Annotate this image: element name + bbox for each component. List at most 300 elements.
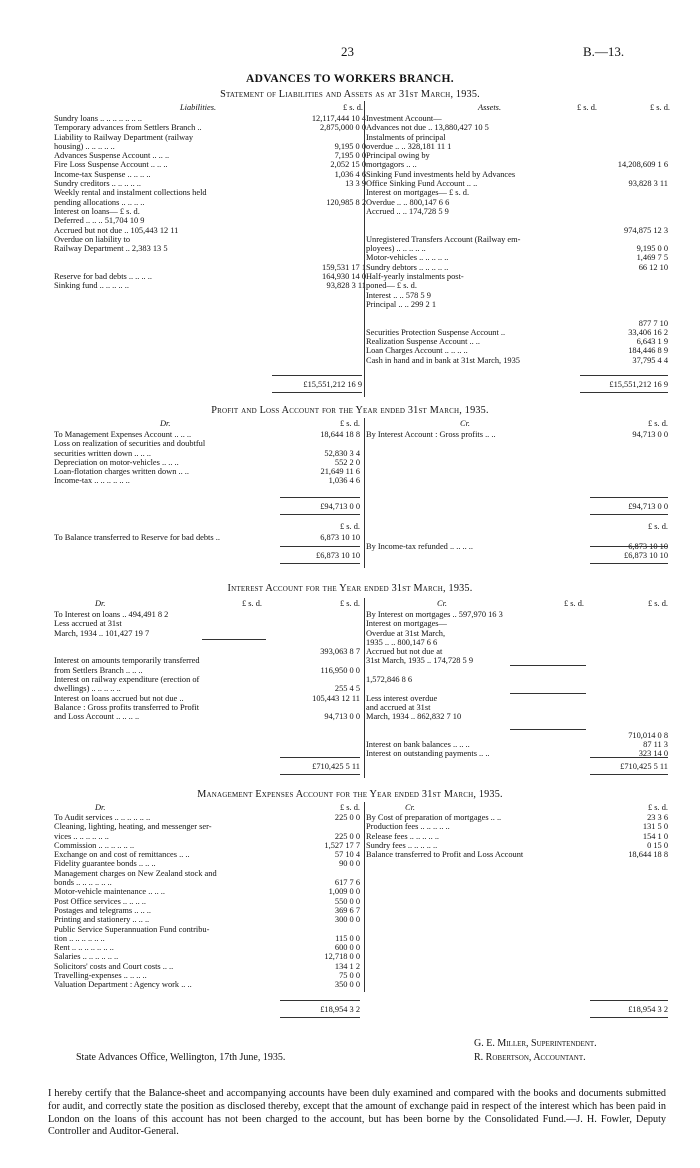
ledger-row xyxy=(54,869,360,878)
ledger-row-label: Management charges on New Zealand stock and xyxy=(54,868,217,878)
ledger-row xyxy=(54,216,366,225)
ledger-row-amount: 550 0 0 xyxy=(334,896,360,906)
ledger-row xyxy=(366,610,668,619)
management-total-underline-right xyxy=(590,1017,668,1018)
ledger-row-label: Depreciation on motor-vehicles .. .. .. xyxy=(54,457,179,467)
ledger-row xyxy=(54,647,360,656)
ledger-row-label: Fidelity guarantee bonds .. .. .. xyxy=(54,859,156,869)
ledger-row-amount: 710,014 0 8 xyxy=(628,730,668,740)
ledger-row xyxy=(54,915,360,924)
ledger-row-label: Accrued but not due .. 105,443 12 11 xyxy=(54,225,179,235)
ledger-row-label: To Interest on loans .. 494,491 8 2 xyxy=(54,610,169,619)
ledger-row xyxy=(54,962,360,971)
ledger-row-amount: 75 0 0 xyxy=(339,971,360,981)
ledger-row-label: Exchange on and cost of remittances .. .. xyxy=(54,850,190,860)
management-expenses-heading: Management Expenses Account for the Year ended 31st March, 1935. xyxy=(197,789,503,800)
ledger-row xyxy=(366,188,668,197)
ledger-row-amount: 2,875,000 0 0 xyxy=(319,123,366,133)
ledger-row xyxy=(54,934,360,943)
ledger-row xyxy=(366,337,668,346)
ledger-row-amount: 93,828 3 11 xyxy=(628,179,668,189)
management-divider xyxy=(364,802,365,992)
pl-tax-refund-label: By Income-tax refunded .. .. .. .. xyxy=(366,542,473,552)
balance-sheet-divider xyxy=(364,101,365,397)
ledger-row-amount: 57 10 4 xyxy=(334,850,360,860)
ledger-row xyxy=(54,244,366,253)
ledger-row-amount: 7,195 0 0 xyxy=(334,151,366,161)
ledger-row-label: Principal .. .. 299 2 1 xyxy=(366,299,437,309)
ledger-row xyxy=(366,619,668,628)
ledger-row-amount: 552 2 0 xyxy=(334,457,360,467)
ledger-row-label: Production fees .. .. .. .. .. xyxy=(366,822,450,832)
liabilities-total-underline xyxy=(272,392,362,393)
pl-total-underline-left xyxy=(280,514,360,515)
ledger-row-label: Sundry loans .. .. .. .. .. .. .. xyxy=(54,114,142,123)
pl-total2-right: £6,873 10 10 xyxy=(624,551,668,560)
ledger-row xyxy=(366,226,668,235)
ledger-row-amount: 617 7 6 xyxy=(334,878,360,888)
ledger-row-label: Half-yearly instalments post- xyxy=(366,272,464,282)
ledger-row-label: and Loss Account .. .. .. .. xyxy=(54,712,140,722)
ledger-row xyxy=(54,610,360,619)
ledger-row xyxy=(54,813,360,822)
pl-total2-underline-right xyxy=(590,563,668,564)
ledger-row xyxy=(54,151,366,160)
ledger-row xyxy=(366,666,668,675)
ledger-row-label: Unregistered Transfers Account (Railway em- xyxy=(366,234,521,244)
ledger-row xyxy=(54,887,360,896)
ledger-row-label: 31st March, 1935 .. 174,728 5 9 xyxy=(366,656,474,666)
interest-dr-cols-a: £ s. d. xyxy=(241,599,262,608)
ledger-row-label: Interest on mortgages— xyxy=(366,619,447,629)
ledger-row-label: pending allocations .. .. .. .. xyxy=(54,197,145,207)
ledger-row xyxy=(54,123,366,132)
interest-total-underline-right xyxy=(590,774,668,775)
ledger-row-amount: 13 3 9 xyxy=(345,179,366,189)
ledger-row-amount: 2,052 15 0 xyxy=(330,160,366,170)
ledger-row-amount: 116,950 0 0 xyxy=(320,665,360,675)
management-debits xyxy=(54,813,360,990)
ledger-row-label: Overdue .. .. 800,147 6 6 xyxy=(366,197,450,207)
pl-total2-underline-left xyxy=(280,563,360,564)
ledger-row-label: Interest on outstanding payments .. .. xyxy=(366,749,490,759)
ledger-row-label: Income-tax .. .. .. .. .. .. xyxy=(54,476,130,486)
liabilities-total-rule xyxy=(272,375,362,376)
ledger-row-label: Sundry debtors .. .. .. .. .. xyxy=(366,262,449,272)
ledger-row-label: Post Office services .. .. .. .. xyxy=(54,896,146,906)
paper-reference: B.—13. xyxy=(583,44,625,59)
ledger-row xyxy=(366,300,668,309)
management-cr-cols: £ s. d. xyxy=(647,803,668,812)
ledger-row xyxy=(54,439,360,448)
ledger-row-amount: 1,527 17 7 xyxy=(324,840,360,850)
ledger-row xyxy=(54,943,360,952)
ledger-row xyxy=(366,198,668,207)
ledger-row-amount: 164,930 14 0 xyxy=(322,272,366,282)
ledger-row xyxy=(54,430,360,439)
profit-loss-divider xyxy=(364,418,365,568)
ledger-row xyxy=(366,832,668,841)
ledger-row-amount: 1,009 0 0 xyxy=(328,887,360,897)
ledger-row-label: Interest on amounts temporarily transferred xyxy=(54,656,200,666)
ledger-row xyxy=(366,694,668,703)
pl-total2-left: £6,873 10 10 xyxy=(316,551,360,560)
pl-cols-2-right: £ s. d. xyxy=(647,522,668,531)
ledger-row xyxy=(54,694,360,703)
ledger-row xyxy=(366,356,668,365)
ledger-row xyxy=(54,878,360,887)
ledger-row xyxy=(54,160,366,169)
liabilities-list xyxy=(54,114,366,291)
ledger-row-amount: 877 7 10 xyxy=(638,318,668,328)
assets-total-rule xyxy=(580,375,668,376)
ledger-row-label: Motor-vehicles .. .. .. .. .. xyxy=(366,253,449,263)
management-cr: Cr. xyxy=(405,803,416,812)
ledger-row-amount: 225 0 0 xyxy=(334,813,360,822)
ledger-row-amount: 184,446 8 9 xyxy=(628,346,668,356)
ledger-row-label: from Settlers Branch .. .. .. xyxy=(54,665,143,675)
ledger-row-amount: 0 15 0 xyxy=(647,840,668,850)
ledger-row xyxy=(54,675,360,684)
ledger-row xyxy=(54,272,366,281)
ledger-row xyxy=(366,430,668,439)
ledger-row xyxy=(54,684,360,693)
pl-cols-2-left: £ s. d. xyxy=(339,522,360,531)
ledger-row-label: Interest on loans— £ s. d. xyxy=(54,206,140,216)
profit-loss-dr: Dr. xyxy=(160,419,171,428)
ledger-row-amount: 94,713 0 0 xyxy=(632,430,668,439)
ledger-row-amount: 225 0 0 xyxy=(334,831,360,841)
liabilities-heading: Liabilities. xyxy=(180,103,217,112)
ledger-row xyxy=(54,281,366,290)
ledger-row-amount: 37,795 4 4 xyxy=(632,355,668,365)
pl-total2-rule-right xyxy=(590,546,668,547)
ledger-row-label: Investment Account— xyxy=(366,114,442,123)
ledger-row xyxy=(54,971,360,980)
ledger-row xyxy=(54,619,360,628)
ledger-row-label: Realization Suspense Account .. .. xyxy=(366,337,480,347)
ledger-row xyxy=(54,179,366,188)
ledger-row xyxy=(366,309,668,318)
ledger-row xyxy=(54,822,360,831)
ledger-row-label: Railway Department .. 2,383 13 5 xyxy=(54,244,168,254)
ledger-row-amount: 115 0 0 xyxy=(335,933,360,943)
liabilities-column-heads: £ s. d. xyxy=(342,103,363,112)
ledger-row-label: March, 1934 .. 862,832 7 10 xyxy=(366,712,462,722)
ledger-row-amount: 33,406 16 2 xyxy=(628,327,668,337)
ledger-row-amount: 159,531 17 1 xyxy=(322,262,366,272)
ledger-row-label: Sundry fees .. .. .. .. .. xyxy=(366,840,438,850)
assets-total: £15,551,212 16 9 xyxy=(609,380,668,389)
ledger-row-label: Loan-flotation charges written down .. .. xyxy=(54,467,189,477)
ledger-row-amount: 9,195 0 0 xyxy=(636,244,668,254)
ledger-row xyxy=(54,952,360,961)
ledger-row xyxy=(54,114,366,123)
ledger-row xyxy=(366,346,668,355)
ledger-row-label: Cleaning, lighting, heating, and messenger ser- xyxy=(54,822,212,832)
profit-loss-debits xyxy=(54,430,360,486)
ledger-row xyxy=(54,980,360,989)
ledger-row xyxy=(366,712,668,721)
ledger-row-label: Salaries .. .. .. .. .. .. xyxy=(54,952,119,962)
ledger-row xyxy=(366,740,668,749)
ledger-row-label: Release fees .. .. .. .. .. xyxy=(366,831,440,841)
ledger-row-label: Deferred .. .. .. 51,704 10 9 xyxy=(54,216,145,226)
interest-total-rule-right xyxy=(590,757,668,758)
ledger-row-label: Advances not due .. 13,880,427 10 5 xyxy=(366,123,489,133)
ledger-row-label: Balance transferred to Profit and Loss Account xyxy=(366,850,524,860)
ledger-row-amount: 1,036 4 6 xyxy=(334,169,366,179)
interest-cr: Cr. xyxy=(437,599,448,608)
ledger-row xyxy=(366,638,668,647)
ledger-row xyxy=(366,629,668,638)
ledger-row-label: Solicitors' costs and Court costs .. .. xyxy=(54,961,174,971)
ledger-row-label: Instalments of principal xyxy=(366,132,446,142)
ledger-row-amount: 154 1 0 xyxy=(642,831,668,841)
ledger-row xyxy=(366,319,668,328)
document-title: ADVANCES TO WORKERS BRANCH. xyxy=(246,73,454,85)
interest-debits xyxy=(54,610,360,722)
ledger-row xyxy=(54,906,360,915)
ledger-row-amount: 94,713 0 0 xyxy=(324,712,360,722)
ledger-row-label: bonds .. .. .. .. .. .. xyxy=(54,878,112,888)
ledger-row-label: Interest on mortgages— £ s. d. xyxy=(366,188,470,198)
interest-subtotal-rule-right-1 xyxy=(510,665,586,666)
ledger-row-amount: 1,469 7 5 xyxy=(636,253,668,263)
ledger-row-amount: 9,195 0 0 xyxy=(334,141,366,151)
ledger-row xyxy=(54,467,360,476)
assets-heading: Assets. xyxy=(478,103,502,112)
page-number: 23 xyxy=(341,44,354,59)
profit-loss-cr-cols: £ s. d. xyxy=(647,419,668,428)
ledger-row-label: Accrued .. .. 174,728 5 9 xyxy=(366,206,449,216)
ledger-row-amount: 600 0 0 xyxy=(334,943,360,953)
ledger-row-label: Commission .. .. .. .. .. .. xyxy=(54,840,135,850)
ledger-row xyxy=(366,207,668,216)
ledger-row xyxy=(54,170,366,179)
ledger-row-label: By Interest on mortgages .. 597,970 16 3 xyxy=(366,610,503,619)
ledger-row-amount: 93,828 3 11 xyxy=(326,281,366,291)
ledger-row-label: Overdue on liability to xyxy=(54,234,131,244)
pl-total-left: £94,713 0 0 xyxy=(320,502,360,511)
ledger-row-label: March, 1934 .. 101,427 19 7 xyxy=(54,628,150,638)
ledger-row-amount: 18,644 18 8 xyxy=(628,850,668,860)
ledger-row-label: Loan Charges Account .. .. .. .. xyxy=(366,346,468,356)
ledger-row-label: Income-tax Suspense .. .. .. .. xyxy=(54,169,151,179)
assets-total-underline xyxy=(580,392,668,393)
management-credits xyxy=(366,813,668,859)
ledger-row xyxy=(366,123,668,132)
ledger-row-label: Travelling-expenses .. .. .. .. xyxy=(54,971,147,981)
office-and-date: State Advances Office, Wellington, 17th June, 1935. xyxy=(76,1052,286,1063)
ledger-row-amount: 105,443 12 11 xyxy=(312,693,360,703)
profit-loss-dr-cols: £ s. d. xyxy=(339,419,360,428)
ledger-row-label: Motor-vehicle maintenance .. .. .. xyxy=(54,887,165,897)
ledger-row-label: By Interest Account : Gross profits .. .. xyxy=(366,430,496,439)
pl-balance-transfer-label: To Balance transferred to Reserve for bad debts .. xyxy=(54,533,220,542)
ledger-row xyxy=(366,235,668,244)
interest-subtotal-rule-right-3 xyxy=(510,729,586,730)
assets-column-heads-outer: £ s. d. xyxy=(649,103,670,112)
ledger-row-amount: 21,649 11 6 xyxy=(320,467,360,477)
signature-accountant: R. Robertson, Accountant. xyxy=(474,1052,586,1063)
ledger-row xyxy=(366,244,668,253)
ledger-row-label: Sinking fund .. .. .. .. .. xyxy=(54,281,129,291)
ledger-row-label: To Management Expenses Account .. .. .. xyxy=(54,430,192,439)
ledger-row-label: Securities Protection Suspense Account .. xyxy=(366,327,506,337)
ledger-row-label: Principal owing by xyxy=(366,151,430,161)
ledger-row-label: Advances Suspense Account .. .. .. xyxy=(54,151,170,161)
ledger-row xyxy=(366,160,668,169)
ledger-row-amount: 23 3 6 xyxy=(647,813,668,822)
ledger-row-label: Interest on bank balances .. .. .. xyxy=(366,740,470,750)
management-total-underline-left xyxy=(280,1017,360,1018)
ledger-row-label: Sundry creditors .. .. .. .. .. xyxy=(54,179,141,189)
ledger-row-label: 1,572,846 8 6 xyxy=(366,675,413,685)
ledger-row-amount: 12,117,444 10 4 xyxy=(311,114,366,123)
interest-account-heading: Interest Account for the Year ended 31st March, 1935. xyxy=(227,583,473,594)
ledger-row-label: ployees) .. .. .. .. .. xyxy=(366,244,426,254)
ledger-row xyxy=(366,151,668,160)
ledger-row-amount: 369 6 7 xyxy=(334,905,360,915)
ledger-row xyxy=(54,449,360,458)
ledger-row-amount: 87 11 3 xyxy=(643,740,668,750)
assets-list xyxy=(366,114,668,365)
ledger-row xyxy=(366,328,668,337)
ledger-row xyxy=(54,897,360,906)
ledger-row xyxy=(366,841,668,850)
ledger-row-amount: 300 0 0 xyxy=(334,915,360,925)
ledger-row-amount: 66 12 10 xyxy=(638,262,668,272)
interest-dr: Dr. xyxy=(95,599,106,608)
ledger-row-label: Cash in hand and in bank at 31st March, 1935 xyxy=(366,355,520,365)
ledger-row-label: Interest on loans accrued but not due .. xyxy=(54,693,184,703)
profit-loss-cr: Cr. xyxy=(460,419,471,428)
ledger-row-label: Public Service Superannuation Fund contribu- xyxy=(54,924,210,934)
ledger-row-amount: 18,644 18 8 xyxy=(320,430,360,439)
ledger-row-label: Accrued but not due at xyxy=(366,647,443,657)
ledger-row-label: Rent .. .. .. .. .. .. .. xyxy=(54,943,114,953)
ledger-row-label: 1935 .. .. 800,147 6 6 xyxy=(366,637,438,647)
ledger-row xyxy=(366,281,668,290)
ledger-row xyxy=(366,703,668,712)
ledger-row xyxy=(54,198,366,207)
ledger-row xyxy=(366,272,668,281)
ledger-row-label: mortgagors .. .. xyxy=(366,160,417,170)
balance-sheet-heading: Statement of Liabilities and Assets as at 31st March, 1935. xyxy=(220,89,480,100)
pl-total2-rule-left xyxy=(280,546,360,547)
ledger-row xyxy=(54,263,366,272)
interest-divider xyxy=(364,598,365,778)
ledger-row-label: Valuation Department : Agency work .. .. xyxy=(54,980,192,990)
interest-total-left: £710,425 5 11 xyxy=(312,762,360,771)
ledger-row-amount: 134 1 2 xyxy=(334,961,360,971)
ledger-row-label: Weekly rental and instalment collections held xyxy=(54,188,207,198)
ledger-row-label: Sinking Fund investments held by Advances xyxy=(366,169,516,179)
ledger-row-label: dwellings) .. .. .. .. .. xyxy=(54,684,121,694)
ledger-row xyxy=(54,629,360,638)
ledger-row-amount: 14,208,609 1 6 xyxy=(617,160,668,170)
ledger-row-label: vices .. .. .. .. .. .. xyxy=(54,831,109,841)
ledger-row-label: Liability to Railway Department (railway xyxy=(54,132,194,142)
interest-subtotal-rule-left xyxy=(202,639,266,640)
ledger-row xyxy=(366,170,668,179)
ledger-row-label: and accrued at 31st xyxy=(366,702,431,712)
ledger-row-amount: 120,985 8 2 xyxy=(326,197,366,207)
management-total-rule-right xyxy=(590,1000,668,1001)
ledger-row xyxy=(54,666,360,675)
ledger-row-label: Balance : Gross profits transferred to Profit xyxy=(54,702,200,712)
ledger-row xyxy=(366,731,668,740)
ledger-row-label: securities written down .. .. .. xyxy=(54,448,151,458)
ledger-row-label: Less accrued at 31st xyxy=(54,619,122,629)
ledger-row xyxy=(54,226,366,235)
ledger-row-amount: 974,875 12 3 xyxy=(624,225,668,235)
ledger-row-label: Less interest overdue xyxy=(366,693,438,703)
management-dr: Dr. xyxy=(95,803,106,812)
ledger-row-label: Office Sinking Fund Account .. .. xyxy=(366,179,478,189)
ledger-row-amount: 90 0 0 xyxy=(339,859,360,869)
ledger-row xyxy=(54,656,360,665)
ledger-row-label: overdue .. .. 328,181 11 1 xyxy=(366,141,452,151)
ledger-row xyxy=(366,647,668,656)
liabilities-total: £15,551,212 16 9 xyxy=(303,380,362,389)
ledger-row-label: Reserve for bad debts .. .. .. .. xyxy=(54,272,152,282)
ledger-row xyxy=(366,114,668,123)
ledger-row-label: Loss on realization of securities and doubtful xyxy=(54,439,206,449)
profit-loss-credits xyxy=(366,430,668,439)
pl-tax-refund-value: 6,873 10 10 xyxy=(628,542,668,552)
ledger-row-amount: 52,830 3 4 xyxy=(324,448,360,458)
ledger-row-amount: 255 4 5 xyxy=(334,684,360,694)
ledger-row xyxy=(366,216,668,225)
ledger-row-label: Interest on railway expenditure (erection of xyxy=(54,675,200,685)
profit-loss-heading: Profit and Loss Account for the Year ended 31st March, 1935. xyxy=(211,405,489,416)
ledger-row-amount: 350 0 0 xyxy=(334,980,360,990)
ledger-row-label: tion .. .. .. .. .. .. xyxy=(54,933,105,943)
interest-cr-cols-b: £ s. d. xyxy=(647,599,668,608)
ledger-row xyxy=(54,188,366,197)
ledger-row xyxy=(366,133,668,142)
ledger-row xyxy=(366,850,668,859)
pl-total-right: £94,713 0 0 xyxy=(628,502,668,511)
ledger-row xyxy=(366,253,668,262)
ledger-row-amount: 393,063 8 7 xyxy=(320,647,360,657)
ledger-row xyxy=(366,813,668,822)
ledger-row-label: By Cost of preparation of mortgages .. .. xyxy=(366,813,502,822)
ledger-row xyxy=(54,712,360,721)
signature-superintendent: G. E. Miller, Superintendent. xyxy=(474,1038,597,1049)
ledger-row-label: Fire Loss Suspense Account .. .. .. xyxy=(54,160,168,170)
ledger-row xyxy=(366,142,668,151)
pl-total-rule-right xyxy=(590,497,668,498)
ledger-row-label: To Audit services .. .. .. .. .. .. xyxy=(54,813,151,822)
ledger-row-label: Printing and stationery .. .. .. xyxy=(54,915,150,925)
interest-subtotal-rule-right-2 xyxy=(510,693,586,694)
ledger-row-amount: 6,643 1 9 xyxy=(636,337,668,347)
ledger-row xyxy=(54,207,366,216)
ledger-row xyxy=(366,179,668,188)
ledger-row xyxy=(54,253,366,262)
ledger-row-label: poned— £ s. d. xyxy=(366,281,417,291)
management-total-left: £18,954 3 2 xyxy=(320,1005,360,1014)
ledger-row xyxy=(54,832,360,841)
management-total-rule-left xyxy=(280,1000,360,1001)
ledger-row xyxy=(366,291,668,300)
ledger-row-label: Postages and telegrams .. .. .. xyxy=(54,905,151,915)
interest-total-rule-left xyxy=(280,757,360,758)
ledger-row xyxy=(54,925,360,934)
